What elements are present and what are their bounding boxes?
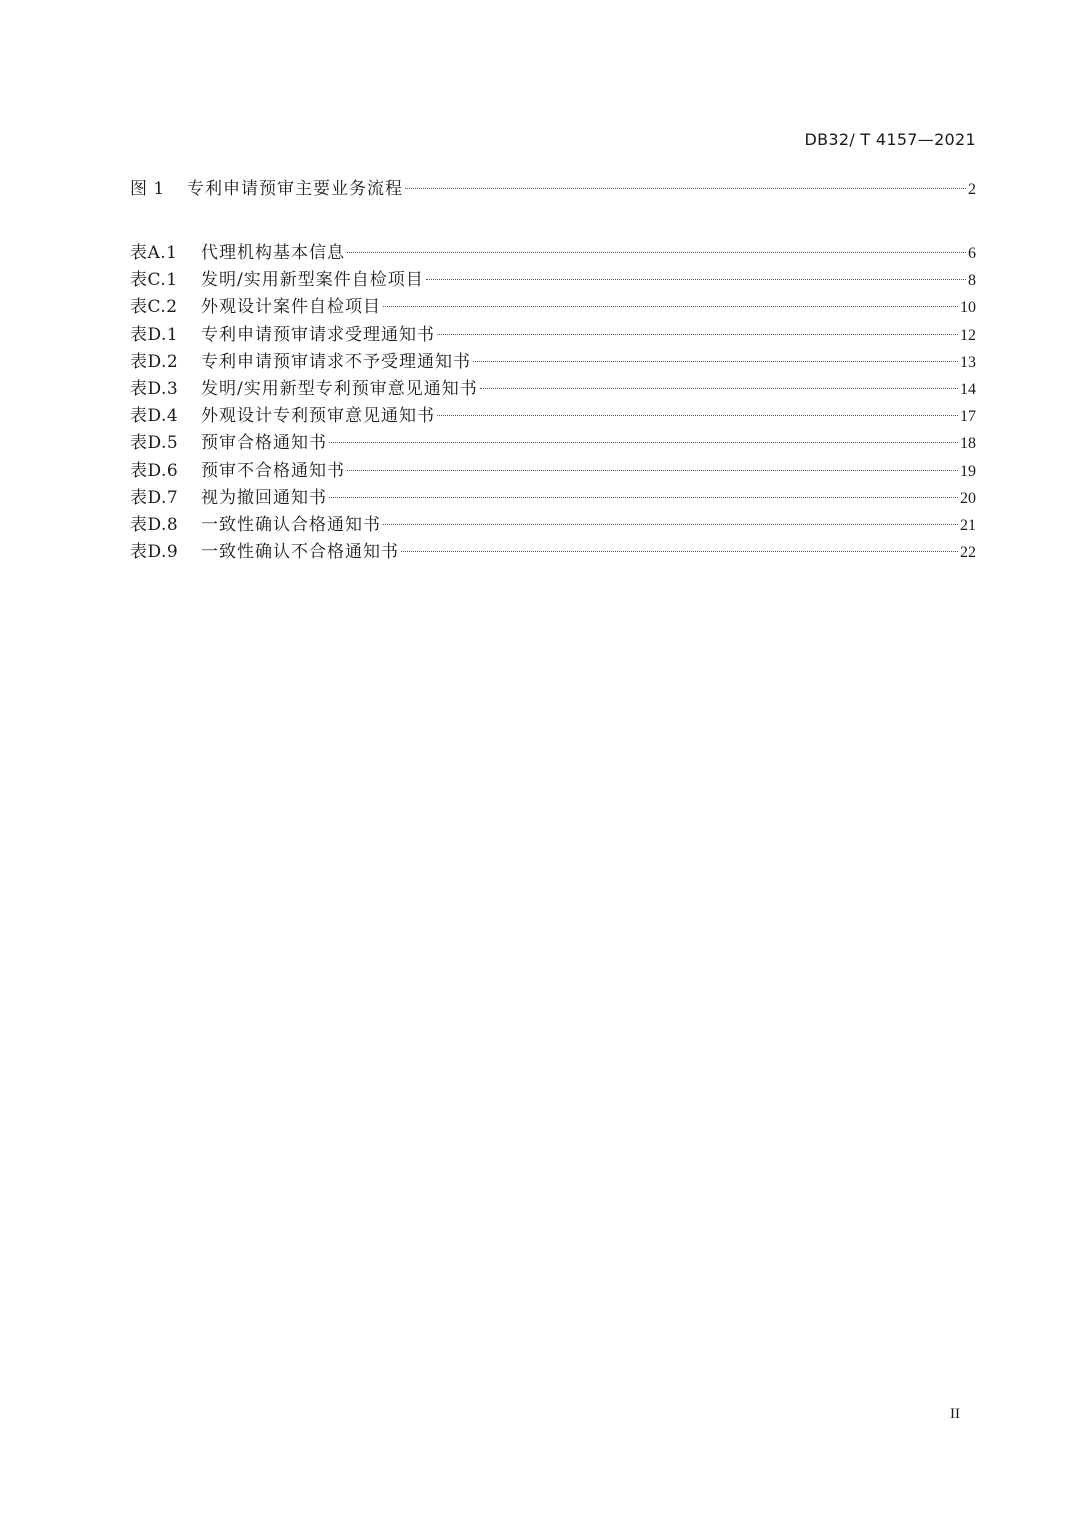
toc-entry-page: 10	[960, 299, 976, 317]
toc-entry-table[interactable]	[130, 376, 976, 403]
toc-entry-label: 表D.7	[130, 487, 179, 508]
table-list	[130, 240, 976, 566]
toc-entry-label: 表D.9	[130, 542, 179, 563]
toc-entry-label: 表A.1	[130, 243, 178, 263]
toc-entry-title: 预审不合格通知书	[201, 460, 345, 481]
dot-leader	[405, 188, 966, 189]
dot-leader	[347, 252, 966, 253]
toc-entry-title: 专利申请预审主要业务流程	[187, 179, 403, 199]
dot-leader	[329, 497, 958, 498]
toc-entry-page: 19	[960, 462, 976, 480]
toc-entry-page: 17	[960, 408, 976, 426]
dot-leader	[383, 306, 958, 307]
toc-entry-table[interactable]	[130, 240, 976, 267]
toc-entry-page: 8	[968, 272, 976, 290]
toc-entry-table[interactable]	[130, 294, 976, 321]
toc-entry-table[interactable]	[130, 349, 976, 376]
toc-entry-page: 13	[960, 353, 976, 371]
toc-entry-title: 专利申请预审请求不予受理通知书	[201, 351, 471, 372]
dot-leader	[347, 470, 958, 471]
toc-entry-label: 表D.1	[130, 324, 179, 345]
toc-entry-page: 22	[960, 544, 976, 562]
toc-entry-title: 专利申请预审请求受理通知书	[201, 324, 435, 345]
dot-leader	[383, 524, 958, 525]
page-number: II	[950, 1406, 960, 1422]
toc-entry-table[interactable]	[130, 322, 976, 349]
toc-entry-label: 表D.5	[130, 433, 179, 454]
dot-leader	[426, 279, 966, 280]
standard-number: DB32/ T 4157—2021	[804, 130, 976, 149]
toc-entry-page: 20	[960, 489, 976, 507]
dot-leader	[437, 415, 958, 416]
toc-entry-label: 表D.8	[130, 514, 179, 535]
toc-entry-label: 表D.2	[130, 351, 179, 372]
toc-entry-title: 外观设计案件自检项目	[201, 297, 381, 318]
toc-entry-page: 12	[960, 326, 976, 344]
toc-entry-page: 21	[960, 516, 976, 534]
dot-leader	[401, 551, 958, 552]
toc-entry-table[interactable]	[130, 267, 976, 294]
toc-entry-table[interactable]	[130, 539, 976, 566]
toc-entry-table[interactable]	[130, 430, 976, 457]
toc-entry-table[interactable]	[130, 403, 976, 430]
figure-list	[130, 176, 976, 203]
toc-entry-page: 2	[968, 181, 976, 198]
dot-leader	[329, 442, 958, 443]
toc-entry-table[interactable]	[130, 485, 976, 512]
toc-entry-label: 表D.6	[130, 460, 179, 481]
toc-entry-table[interactable]	[130, 458, 976, 485]
dot-leader	[480, 388, 958, 389]
toc-entry-table[interactable]	[130, 512, 976, 539]
toc-entry-figure[interactable]	[130, 176, 976, 203]
toc-entry-title: 代理机构基本信息	[201, 243, 345, 263]
toc-entry-title: 发明/实用新型专利预审意见通知书	[201, 378, 478, 399]
toc-entry-label: 表C.1	[130, 270, 178, 291]
toc-entry-title: 外观设计专利预审意见通知书	[201, 406, 435, 427]
toc-entry-title: 一致性确认不合格通知书	[201, 542, 399, 563]
dot-leader	[473, 361, 958, 362]
toc-entry-label: 表C.2	[130, 297, 178, 318]
toc-entry-title: 一致性确认合格通知书	[201, 514, 381, 535]
toc-entry-page: 14	[960, 380, 976, 398]
toc-entry-page: 6	[968, 245, 976, 262]
dot-leader	[437, 334, 958, 335]
toc-entry-title: 发明/实用新型案件自检项目	[201, 270, 424, 291]
toc-entry-label: 表D.4	[130, 406, 179, 427]
toc-entry-page: 18	[960, 435, 976, 453]
toc-entry-title: 预审合格通知书	[201, 433, 327, 454]
toc-entry-label: 图 1	[130, 179, 165, 199]
toc-entry-label: 表D.3	[130, 378, 179, 399]
toc-entry-title: 视为撤回通知书	[201, 487, 327, 508]
